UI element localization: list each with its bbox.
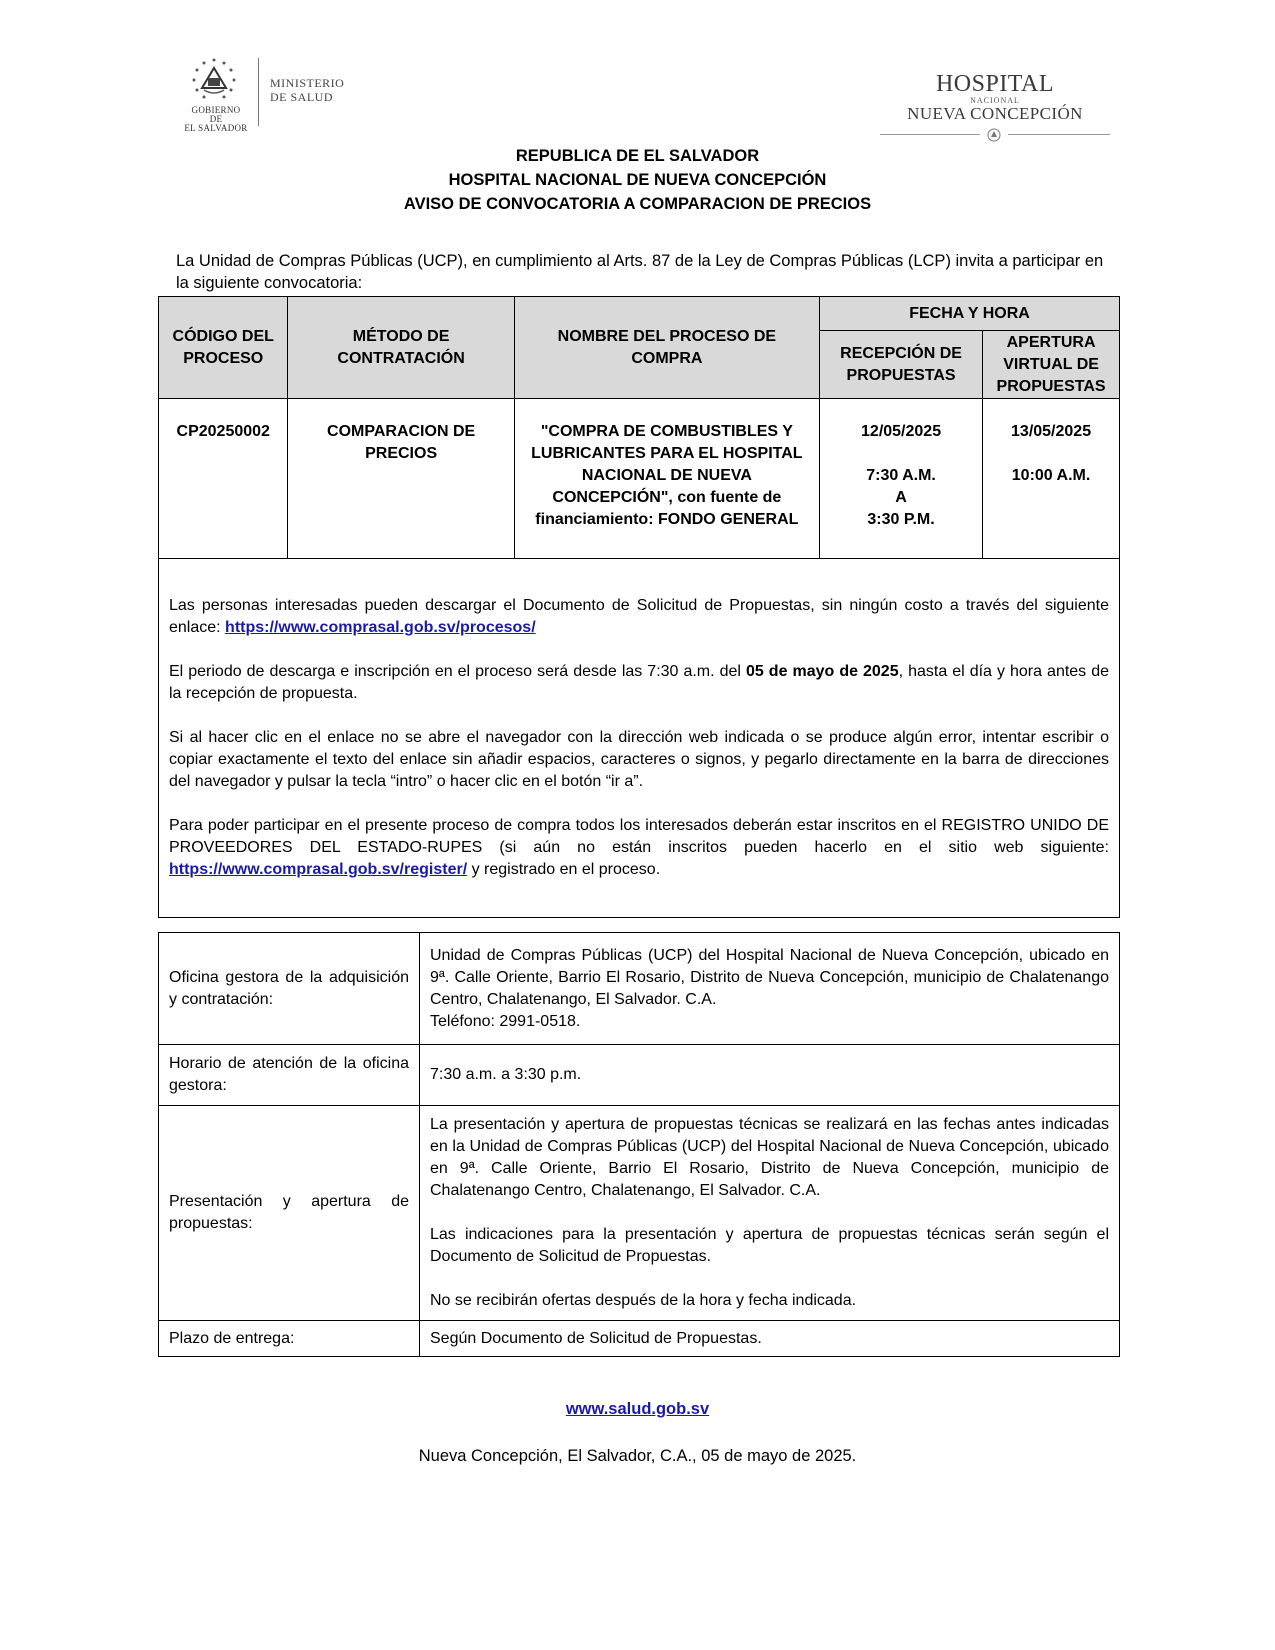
header-metodo: MÉTODO DE CONTRATACIÓN [288, 297, 514, 399]
title-aviso: AVISO DE CONVOCATORIA A COMPARACION DE PRECIOS [403, 195, 872, 213]
mini-seal-icon [986, 127, 1002, 143]
plazo-value: Según Documento de Solicitud de Propuestas. [420, 1321, 1120, 1357]
header-fecha-hora: FECHA Y HORA [819, 297, 1119, 331]
hospital-logo-rule [880, 125, 1110, 145]
recepcion-hora-inicio: 7:30 A.M. [866, 467, 936, 484]
recepcion-fecha: 12/05/2025 [861, 423, 942, 440]
hospital-logo [880, 72, 1110, 152]
presentacion-value: La presentación y apertura de propuestas técnicas se realizará en las fechas antes indicadas en la Unidad de Compras Públicas (UCP) del Hospital Nacional de Nueva Concepción, ubicado en 9ª. Calle Oriente, Barrio El Rosario, Distrito de Nueva Concepción, municipio de Chalatenango Centro, Chalatenango, El Salvador. C.A. Las indicaciones para la presentación y apertura de propuestas técnicas serán según el Documento de Solicitud de Propuestas. No se recibirán ofertas después de la hora y fecha indicada. [420, 1106, 1120, 1321]
place-date: Nueva Concepción, El Salvador, C.A., 05 de mayo de 2025. [418, 1447, 857, 1465]
details-table [158, 932, 1120, 1357]
hospital-logo-small: NACIONAL [970, 96, 1020, 105]
intro-paragraph: La Unidad de Compras Públicas (UCP), en cumplimiento al Arts. 87 de la Ley de Compras Públicas (LCP) invita a participar en la siguiente convocatoria: [176, 252, 1104, 292]
info-period-date: 05 de mayo de 2025 [745, 663, 899, 680]
cell-apertura [983, 399, 1120, 559]
info-link-help: Si al hacer clic en el enlace no se abre el navegador con la dirección web indicada o se produce algún error, intentar escribir o copiar exactamente el texto del enlace sin añadir espacios, caracteres o signos, y pegarlo directamente en la barra de direcciones del navegador y pulsar la tecla “intro” o hacer clic en el botón “ir a”. [169, 729, 1109, 790]
header-nombre: NOMBRE DEL PROCESO DE COMPRA [514, 297, 819, 399]
cell-codigo: CP20250002 [159, 399, 288, 559]
hospital-logo-sub: NUEVA CONCEPCIÓN [907, 104, 1083, 123]
info-period: El periodo de descarga e inscripción en el proceso será desde las 7:30 a.m. del 05 de mayo de 2025, hasta el día y hora antes de la recepción de propuesta. [169, 663, 1110, 702]
gov-line-1: GOBIERNO DE [191, 105, 241, 124]
coat-of-arms-icon [190, 56, 238, 108]
oficina-value: Unidad de Compras Públicas (UCP) del Hospital Nacional de Nueva Concepción, ubicado en 9ª. Calle Oriente, Barrio El Rosario, Distrito de Nueva Concepción, municipio de Chalatenango Centro, Chalatenango, El Salvador. C.A. Teléfono: 2991-0518. [420, 933, 1120, 1045]
ministry-logo [184, 56, 374, 133]
horario-label: Horario de atención de la oficina gestora: [159, 1045, 420, 1106]
ministry-line-1: MINISTERIO [270, 76, 345, 90]
info-section [159, 559, 1120, 918]
apertura-fecha: 13/05/2025 [1011, 423, 1092, 440]
recepcion-hora-fin: 3:30 P.M. [867, 511, 935, 528]
logo-divider [258, 58, 259, 126]
recepcion-a: A [895, 489, 907, 506]
document-titles [0, 144, 1275, 216]
salud-link[interactable]: www.salud.gob.sv [565, 1400, 710, 1418]
cell-metodo: COMPARACION DE PRECIOS [288, 399, 514, 559]
title-hospital: HOSPITAL NACIONAL DE NUEVA CONCEPCIÓN [448, 171, 827, 189]
process-table [158, 296, 1120, 918]
register-link[interactable]: https://www.comprasal.gob.sv/register/ [169, 861, 468, 878]
table-row [159, 399, 1120, 559]
header-recepcion: RECEPCIÓN DE PROPUESTAS [819, 331, 982, 399]
footer-link-container [0, 1400, 1275, 1419]
apertura-hora: 10:00 A.M. [1011, 467, 1091, 484]
plazo-label: Plazo de entrega: [159, 1321, 420, 1357]
oficina-tel: Teléfono: 2991-0518. [430, 1012, 581, 1030]
info-rupes: Para poder participar en el presente proceso de compra todos los interesados deberán estar inscritos en el REGISTRO UNIDO DE PROVEEDORES DEL ESTADO-RUPES (si aún no están inscritos pueden hacerlo en el sitio web siguiente: https://www.comprasal.gob.sv/register/ y registrado en el proceso. [169, 817, 1109, 878]
ministry-line-2: DE SALUD [270, 90, 333, 104]
cell-nombre: "COMPRA DE COMBUSTIBLES Y LUBRICANTES PARA EL HOSPITAL NACIONAL DE NUEVA CONCEPCIÓN", con fuente de financiamiento: FONDO GENERAL [514, 399, 819, 559]
horario-value: 7:30 a.m. a 3:30 p.m. [420, 1045, 1120, 1106]
procesos-link[interactable]: https://www.comprasal.gob.sv/procesos/ [225, 619, 536, 636]
oficina-label: Oficina gestora de la adquisición y contratación: [159, 933, 420, 1045]
header-codigo: CÓDIGO DEL PROCESO [159, 297, 288, 399]
title-republica: REPUBLICA DE EL SALVADOR [515, 147, 760, 165]
header-apertura: APERTURA VIRTUAL DE PROPUESTAS [983, 331, 1120, 399]
presentacion-label: Presentación y apertura de propuestas: [159, 1106, 420, 1321]
gov-line-2: EL SALVADOR [184, 123, 248, 133]
hospital-logo-main: HOSPITAL [935, 71, 1055, 97]
cell-recepcion [819, 399, 982, 559]
info-download: Las personas interesadas pueden descargar el Documento de Solicitud de Propuestas, sin ningún costo a través del siguiente enlace: https://www.comprasal.gob.sv/procesos/ [169, 597, 1109, 636]
